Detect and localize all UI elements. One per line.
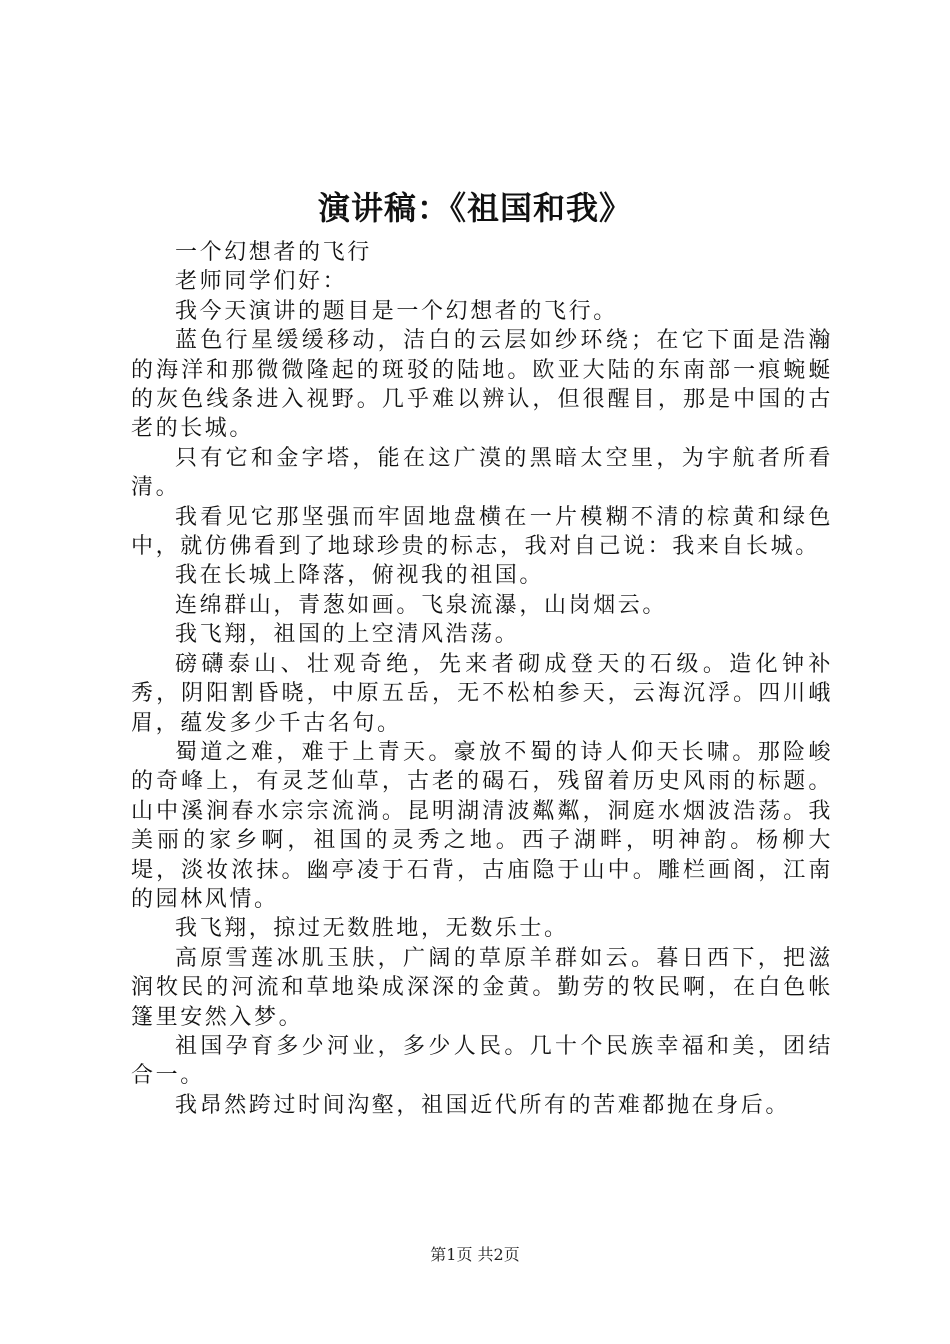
paragraph: 蜀道之难，难于上青天。豪放不蜀的诗人仰天长啸。那险峻的奇峰上，有灵芝仙草，古老的碣石，残留着历史风雨的标题。山中溪涧春水宗宗流淌。昆明湖清波粼粼，洞庭水烟波浩荡。我美丽的家乡啊，祖国的灵秀之地。西子湖畔，明神韵。杨柳大堤，淡妆浓抹。幽亭凌于石背，古庙隐于山中。雕栏画阁，江南的园林风情。 (131, 739, 833, 912)
paragraph: 老师同学们好： (175, 269, 348, 295)
speech-body (131, 238, 833, 1120)
paragraph: 磅礴泰山、壮观奇绝，先来者砌成登天的石级。造化钟补秀，阴阳割昏晓，中原五岳，无不松柏参天，云海沉浮。四川峨眉，蕴发多少千古名句。 (131, 651, 833, 736)
paragraph: 蓝色行星缓缓移动，洁白的云层如纱环绕；在它下面是浩瀚的海洋和那微微隆起的斑驳的陆地。欧亚大陆的东南部一痕蜿蜒的灰色线条进入视野。几乎难以辨认，但很醒目，那是中国的古老的长城。 (131, 328, 833, 442)
paragraph: 我今天演讲的题目是一个幻想者的飞行。 (175, 298, 618, 324)
paragraph: 我看见它那坚强而牢固地盘横在一片模糊不清的棕黄和绿色中，就仿佛看到了地球珍贵的标志，我对自己说：我来自长城。 (131, 504, 833, 560)
page-footer: 第1页 共2页 (430, 1245, 520, 1264)
paragraph: 我在长城上降落，俯视我的祖国。 (175, 563, 545, 589)
paragraph: 高原雪莲冰肌玉肤，广阔的草原羊群如云。暮日西下，把滋润牧民的河流和草地染成深深的金黄。勤劳的牧民啊，在白色帐篷里安然入梦。 (131, 945, 833, 1030)
page-title: 演讲稿：《祖国和我》 (317, 189, 632, 227)
paragraph: 一个幻想者的飞行 (175, 240, 372, 265)
paragraph: 我飞翔，掠过无数胜地，无数乐士。 (175, 916, 569, 942)
paragraph: 只有它和金字塔，能在这广漠的黑暗太空里，为宇航者所看清。 (131, 445, 833, 501)
paragraph: 我飞翔，祖国的上空清风浩荡。 (175, 622, 520, 648)
paragraph: 连绵群山，青葱如画。飞泉流瀑，山岗烟云。 (175, 592, 668, 618)
paragraph: 祖国孕育多少河业，多少人民。几十个民族幸福和美，团结合一。 (131, 1033, 833, 1089)
paragraph: 我昂然跨过时间沟壑，祖国近代所有的苦难都抛在身后。 (175, 1092, 791, 1118)
